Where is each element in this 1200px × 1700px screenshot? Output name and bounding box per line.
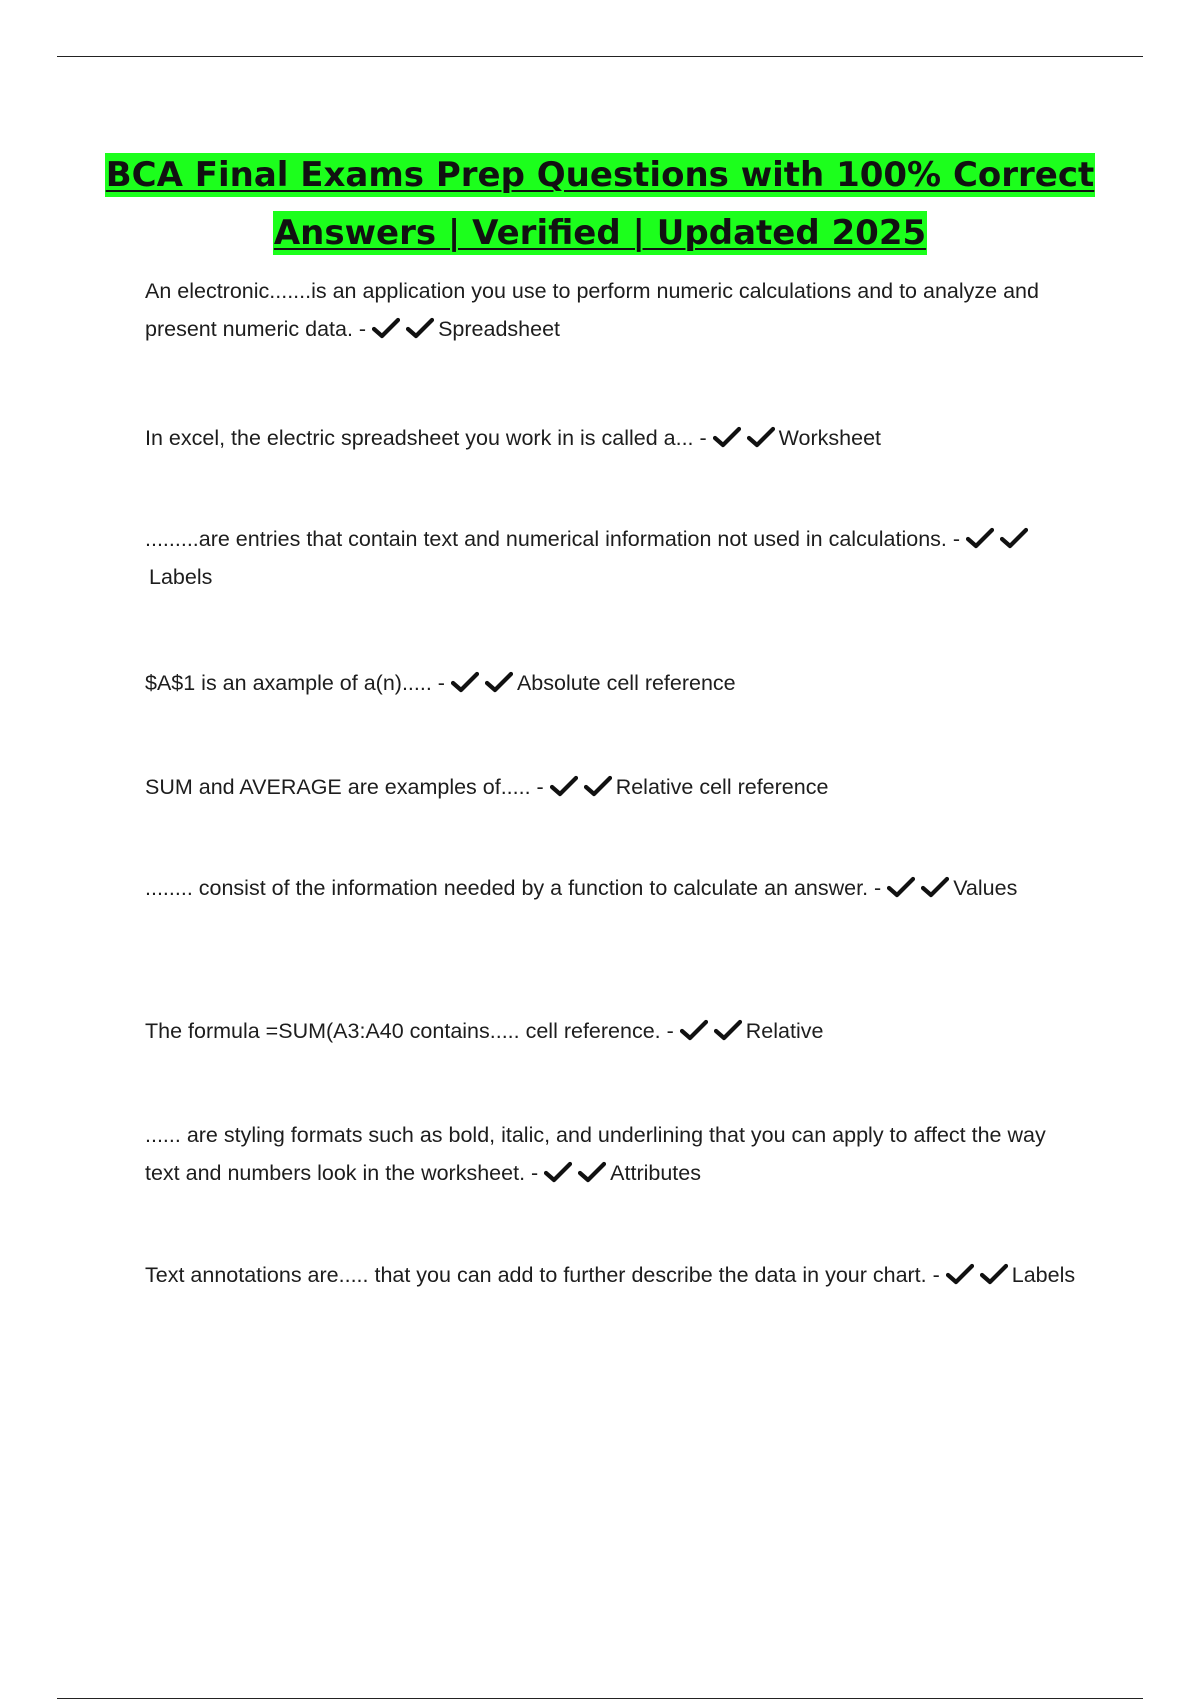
check-mark-icon bbox=[406, 317, 434, 339]
question-text: ...... are styling formats such as bold, italic, and underlining that you can apply to affect the way text and numbers look in the worksheet. - bbox=[145, 1123, 1046, 1185]
answer-text: Labels bbox=[149, 565, 213, 589]
question-text: In excel, the electric spreadsheet you work in is called a... - bbox=[145, 426, 707, 450]
title-line-2: Answers | Verified | Updated 2025 bbox=[273, 213, 927, 253]
check-mark-icon bbox=[485, 671, 513, 693]
check-mark-icon bbox=[451, 671, 479, 693]
qa-item-3 bbox=[145, 520, 1085, 596]
question-text: .........are entries that contain text and numerical information not used in calculations. - bbox=[145, 527, 961, 551]
question-text: $A$1 is an axample of a(n)..... - bbox=[145, 671, 445, 695]
check-mark-icon bbox=[544, 1161, 572, 1183]
answer-text: Relative bbox=[745, 1019, 824, 1043]
qa-item-4 bbox=[145, 664, 1085, 702]
answer-text: Worksheet bbox=[778, 426, 882, 450]
question-text: SUM and AVERAGE are examples of..... - bbox=[145, 775, 544, 799]
question-text: The formula =SUM(A3:A40 contains..... cell reference. - bbox=[145, 1019, 674, 1043]
answer-text: Relative cell reference bbox=[615, 775, 829, 799]
check-mark-icon bbox=[946, 1263, 974, 1285]
check-mark-icon bbox=[578, 1161, 606, 1183]
answer-text: Absolute cell reference bbox=[516, 671, 736, 695]
qa-item-1 bbox=[145, 272, 1085, 348]
check-mark-icon bbox=[921, 876, 949, 898]
check-mark-icon bbox=[980, 1263, 1008, 1285]
qa-item-8 bbox=[145, 1116, 1085, 1192]
answer-text: Labels bbox=[1011, 1263, 1076, 1287]
qa-item-9 bbox=[145, 1256, 1085, 1294]
check-mark-icon bbox=[550, 775, 578, 797]
title-line-1: BCA Final Exams Prep Questions with 100% Correct bbox=[105, 155, 1095, 195]
page-title bbox=[100, 146, 1100, 262]
question-text: ........ consist of the information needed by a function to calculate an answer. - bbox=[145, 876, 882, 900]
answer-text: Spreadsheet bbox=[438, 317, 561, 341]
answer-text: Attributes bbox=[610, 1161, 701, 1185]
check-mark-icon bbox=[714, 1019, 742, 1041]
qa-item-6 bbox=[145, 869, 1085, 907]
top-divider bbox=[57, 56, 1143, 57]
check-mark-icon bbox=[584, 775, 612, 797]
qa-item-5 bbox=[145, 768, 1085, 806]
check-mark-icon bbox=[372, 317, 400, 339]
check-mark-icon bbox=[966, 527, 994, 549]
question-text: Text annotations are..... that you can add to further describe the data in your chart. - bbox=[145, 1263, 940, 1287]
qa-item-2 bbox=[145, 419, 1085, 457]
check-mark-icon bbox=[680, 1019, 708, 1041]
check-mark-icon bbox=[713, 426, 741, 448]
question-text: An electronic.......is an application you use to perform numeric calculations and to analyze and present numeric data. - bbox=[145, 279, 1039, 341]
check-mark-icon bbox=[1000, 527, 1028, 549]
qa-item-7 bbox=[145, 1012, 1085, 1050]
bottom-divider bbox=[57, 1698, 1143, 1699]
check-mark-icon bbox=[887, 876, 915, 898]
answer-text: Values bbox=[953, 876, 1018, 900]
check-mark-icon bbox=[747, 426, 775, 448]
